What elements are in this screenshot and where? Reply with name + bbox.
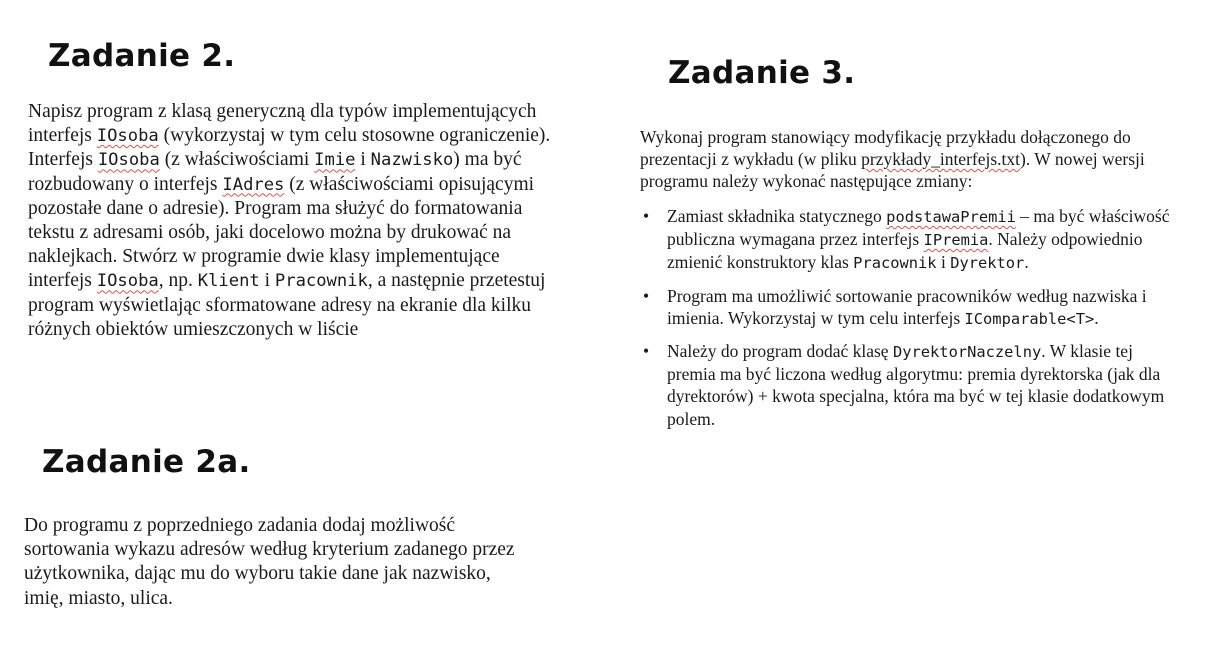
code-imie: Imie [314,150,356,171]
text-segment: Należy do program dodać klasę [667,341,893,362]
code-pracownik: Pracownik [853,254,937,273]
text-segment: i [259,270,275,292]
text-segment: i [355,149,371,171]
text-segment: ). W nowej wersji programu należy wykonać następujące zmiany: [640,149,1145,192]
code-pracownik: Pracownik [274,271,368,292]
filename: przykłady_interfejs.txt [861,149,1021,170]
zadanie-2a-paragraph: Do programu z poprzedniego zadania dodaj możliwość sortowania wykazu adresów według kryterium zadanego przez użytkownika, dając mu do wyboru takie dane jak nazwisko, imię, miasto, ulica. [24,515,515,609]
list-item [640,205,1185,275]
text-segment: Zamiast składnika statycznego [667,206,887,226]
zadanie-2a-heading: Zadanie 2a. [42,444,251,480]
code-klient: Klient [197,271,260,292]
code-iosoba: IOsoba [96,271,159,292]
text-segment: . Należy odpowiednio zmienić konstruktory klas [667,229,1143,273]
text-segment: , np. [158,270,198,292]
text-segment: , a następnie przetestuj program wyświetlając sformatowane adresy na ekranie dla kilku różnych obiektów umieszczonych w liście [28,270,546,340]
zadanie-2-paragraph [28,100,568,342]
code-dyrektornaczelny: DyrektorNaczelny [892,343,1042,362]
text-segment: (z właściwościami [159,149,315,171]
list-item [640,285,1185,330]
text-segment: (z właściwościami opisującymi pozostałe dane o adresie). Program ma służyć do formatowania tekstu z adresami osób, jaki docelowo można by drukować na naklejkach. Stwórz w programie dwie klasy implementujące interfejs [28,173,535,292]
code-ipremia: IPremia [923,231,989,250]
code-iadres: IAdres [222,174,285,195]
code-iosoba: IOsoba [96,126,159,147]
text-segment: . [1024,252,1029,273]
code-iosoba: IOsoba [97,150,160,171]
text-segment: . [1094,307,1099,328]
code-icomparable: IComparable<T> [964,309,1095,328]
list-item [640,340,1185,430]
text-segment: i [936,252,951,273]
code-nazwisko: Nazwisko [370,150,454,171]
code-dyrektor: Dyrektor [950,254,1025,273]
code-podstawapremii: podstawaPremii [886,208,1016,226]
text-segment: Napisz program z klasą generyczną dla typów implementujących interfejs [28,101,537,147]
text-segment: ) ma być rozbudowany o interfejs [28,149,522,195]
zadanie-3-heading: Zadanie 3. [668,55,856,91]
text-segment: . W klasie tej premia ma być liczona według algorytmu: premia dyrektorska (jak dla dyrektorów) + kwota specjalna, która ma być w tej klasie dodatkowym polem. [667,341,1165,429]
zadanie-2-heading: Zadanie 2. [48,38,236,74]
zadanie-3-bullet-list [640,205,1185,440]
text-segment: Wykonaj program stanowiący modyfikację przykładu dołączonego do prezentacji z wykładu (w pliku [640,127,1131,170]
text-segment: – ma być właściwość publiczna wymagana przez interfejs [667,206,1170,250]
text-segment: Program ma umożliwić sortowanie pracowników według nazwiska i imienia. Wykorzystaj w tym celu interfejs [667,285,1147,328]
zadanie-3-intro [640,126,1185,193]
text-segment: (wykorzystaj w tym celu stosowne ograniczenie). Interfejs [28,125,551,171]
